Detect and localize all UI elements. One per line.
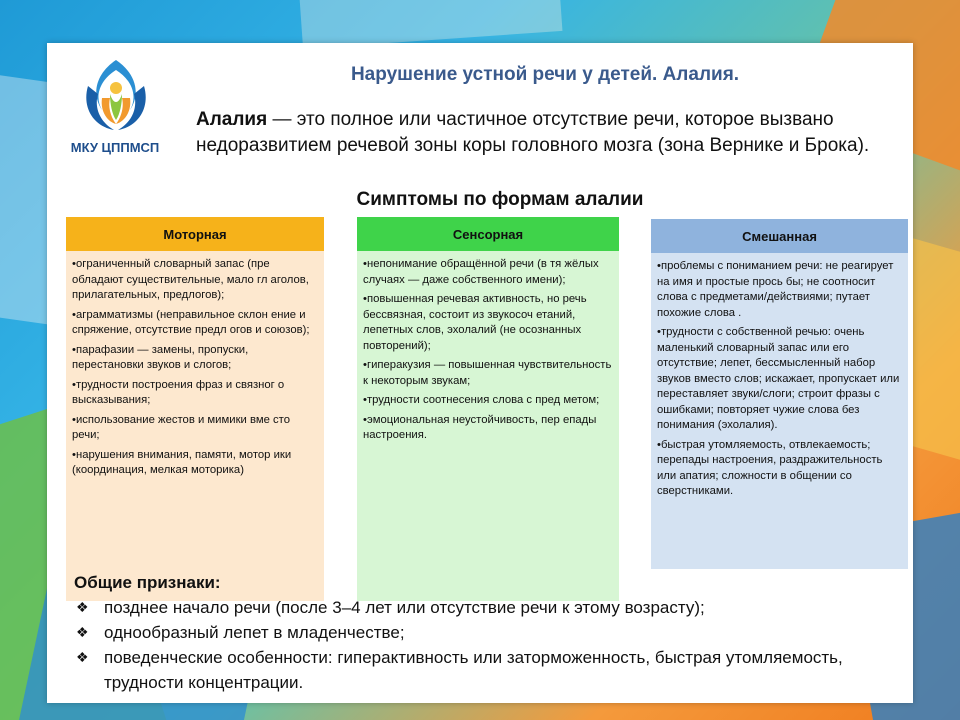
list-item: •гиперакузия — повышенная чувствительность к некоторым звукам;: [363, 359, 612, 387]
logo-text: МКУ ЦППМСП: [70, 140, 160, 155]
list-item: •быстрая утомляемость, отвлекаемость; перепады настроения, раздражительность или апатия; сложности в общении со сверстниками.: [657, 438, 883, 497]
list-item: [74, 645, 864, 695]
column-motor-header: Моторная: [66, 217, 324, 251]
diamond-bullet-icon: ❖: [76, 599, 89, 615]
list-item: •аграмматизмы (неправильное склон ение и спряжение, отсутствие предл огов и союзов);: [72, 308, 310, 336]
common-signs-title: Общие признаки:: [74, 573, 221, 592]
common-sign-text: поведенческие особенности: гиперактивность или заторможенность, быстрая утомляемость, трудности концентрации.: [104, 648, 843, 692]
column-sensory: [357, 217, 619, 601]
column-motor: [66, 217, 324, 601]
diamond-bullet-icon: ❖: [76, 624, 89, 640]
column-sensory-body: [357, 251, 619, 601]
common-sign-text: позднее начало речи (после 3–4 лет или отсутствие речи к этому возрасту);: [104, 598, 705, 617]
column-mixed: [651, 219, 908, 569]
list-item: •проблемы с пониманием речи: не реагирует на имя и простые прось бы; не соотносит слова с предметами/действиями; путает похожие слова .: [657, 260, 894, 319]
list-item: •трудности соотнесения слова с пред метом;: [363, 394, 600, 406]
column-mixed-body: [651, 253, 908, 569]
list-item: •парафазии — замены, пропуски, перестановки звуков и слогов;: [72, 343, 249, 371]
list-item: [74, 620, 864, 645]
definition-paragraph: [196, 107, 896, 159]
list-item: [74, 595, 864, 620]
list-item: •эмоциональная неустойчивость, пер епады настроения.: [363, 413, 597, 441]
list-item: •трудности построения фраз и связног о высказывания;: [72, 378, 285, 406]
column-mixed-header: Смешанная: [651, 219, 908, 253]
list-item: •нарушения внимания, памяти, мотор ики (координация, мелкая моторика): [72, 448, 292, 476]
common-signs: [74, 570, 864, 695]
definition-text: — это полное или частичное отсутствие речи, которое вызвано недоразвитием речевой зоны коры головного мозга (зона Вернике и Брока).: [196, 109, 870, 156]
logo-emblem-icon: [80, 58, 152, 138]
list-item: •непонимание обращённой речи (в тя жёлых случаях — даже собственного имени);: [363, 258, 599, 286]
list-item: •трудности с собственной речью: очень маленький словарный запас или его отсутствие; лепет, бессмысленный набор звуков вместо слов; искажает, пропускает или переставляет звуки/слоги; строит фразы с ошибками; повторяет чужие слова без понимания (эхолалия).: [657, 326, 900, 431]
list-item: •ограниченный словарный запас (пре обладают существительные, мало гл аголов, прилагательных, предлогов);: [72, 258, 309, 301]
definition-term: Алалия: [196, 109, 268, 130]
common-sign-text: однообразный лепет в младенчестве;: [104, 623, 405, 642]
list-item: •использование жестов и мимики вме сто речи;: [72, 413, 290, 441]
diamond-bullet-icon: ❖: [76, 649, 89, 665]
list-item: •повышенная речевая активность, но речь бессвязная, состоит из звукосоч етаний, лепетных слов, эхолалий (не осознанных повторений);: [363, 293, 587, 352]
column-motor-body: [66, 251, 324, 601]
symptoms-heading: Симптомы по формам алалии: [356, 189, 644, 210]
organization-logo: [60, 58, 170, 158]
column-sensory-header: Сенсорная: [357, 217, 619, 251]
page-title: Нарушение устной речи у детей. Алалия.: [350, 64, 740, 85]
